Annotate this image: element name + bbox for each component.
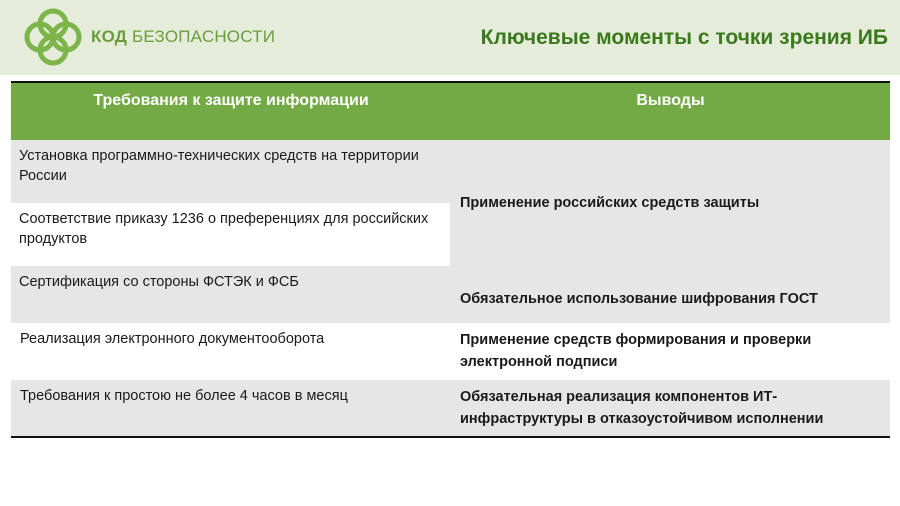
table-bottom-rule [11,436,890,438]
requirement-cell: Сертификация со стороны ФСТЭК и ФСБ [11,266,450,323]
conclusion-cell: Обязательное использование шифрования ГОСТ [460,291,818,307]
slide-header [0,0,900,75]
brand-name-part2: БЕЗОПАСНОСТИ [132,27,276,46]
requirement-cell: Установка программно-технических средств на территории России [11,140,450,203]
table-row [11,380,890,436]
requirement-cell: Реализация электронного документооборота [20,331,325,347]
conclusion-cell: Применение средств формирования и проверки электронной подписи [460,332,812,370]
requirement-cell: Требования к простою не более 4 часов в месяц [20,388,348,404]
table-row [11,323,890,380]
table-row [11,266,890,323]
requirement-cell: Соответствие приказу 1236 о преференциях для российских продуктов [11,203,450,266]
table-header [11,81,890,140]
conclusion-cell: Обязательная реализация компонентов ИТ-инфраструктуры в отказоустойчивом исполнении [460,389,824,427]
slide-title: Ключевые моменты с точки зрения ИБ [480,26,888,49]
brand-name [91,27,275,47]
requirements-table [11,81,890,438]
brand-name-part1: КОД [91,27,128,46]
security-code-logo-icon [22,6,84,68]
conclusion-cell: Применение российских средств защиты [460,195,760,211]
column-header-requirements: Требования к защите информации [93,92,369,109]
column-header-conclusions: Выводы [636,92,705,109]
